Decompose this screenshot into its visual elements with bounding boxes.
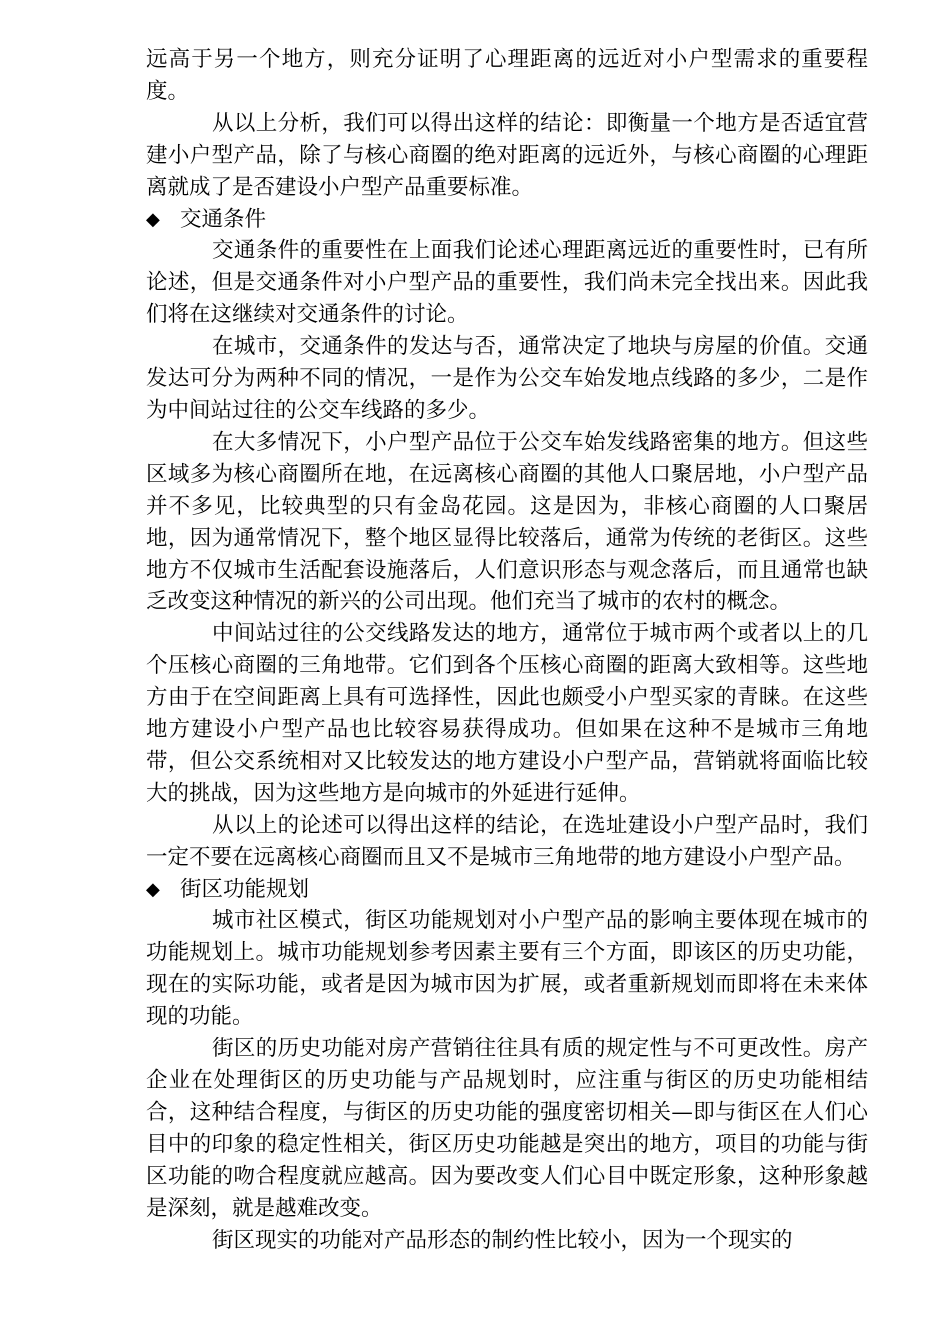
section-heading-text: 街区功能规划: [180, 876, 310, 902]
paragraph-district-planning-intro: 城市社区模式，街区功能规划对小户型产品的影响主要体现在城市的功能规划上。城市功能规划参考因素主要有三个方面，即该区的历史功能，现在的实际功能，或者是因为城市因为扩展，或者重新规划而即将在未来体现的功能。: [146, 908, 868, 1030]
paragraph-terminal-routes: 在大多情况下，小户型产品位于公交车始发线路密集的地方。但这些区域多为核心商圈所在地，在远离核心商圈的其他人口聚居地，小户型产品并不多见，比较典型的只有金岛花园。这是因为，非核心商圈的人口聚居地，因为通常情况下，整个地区显得比较落后，通常为传统的老街区。这些地方不仅城市生活配套设施落后，人们意识形态与观念落后，而且通常也缺乏改变这种情况的新兴的公司出现。他们充当了城市的农村的概念。: [146, 429, 868, 615]
diamond-bullet-icon: ◆: [146, 208, 160, 230]
diamond-bullet-icon: ◆: [146, 878, 160, 900]
paragraph-traffic-types: 在城市，交通条件的发达与否，通常决定了地块与房屋的价值。交通发达可分为两种不同的情况，一是作为公交车始发地点线路的多少，二是作为中间站过往的公交车线路的多少。: [146, 334, 868, 423]
section-heading-traffic: [146, 204, 868, 236]
section-heading-district-planning: [146, 874, 868, 906]
section-heading-text: 交通条件: [180, 206, 267, 232]
paragraph-traffic-conclusion: 从以上的论述可以得出这样的结论，在选址建设小户型产品时，我们一定不要在远离核心商圈而且又不是城市三角地带的地方建设小户型产品。: [146, 812, 868, 870]
paragraph-continuation: 远高于另一个地方，则充分证明了心理距离的远近对小户型需求的重要程度。: [146, 47, 868, 104]
paragraph-conclusion-psychological-distance: 从以上分析，我们可以得出这样的结论：即衡量一个地方是否适宜营建小户型产品，除了与核心商圈的绝对距离的远近外，与核心商圈的心理距离就成了是否建设小户型产品重要标准。: [146, 110, 868, 200]
paragraph-traffic-importance: 交通条件的重要性在上面我们论述心理距离远近的重要性时，已有所论述，但是交通条件对小户型产品的重要性，我们尚未完全找出来。因此我们将在这继续对交通条件的讨论。: [146, 238, 868, 328]
paragraph-intermediate-routes: 中间站过往的公交线路发达的地方，通常位于城市两个或者以上的几个压核心商圈的三角地带。它们到各个压核心商圈的距离大致相等。这些地方由于在空间距离上具有可选择性，因此也颇受小户型买家的青睐。在这些地方建设小户型产品也比较容易获得成功。但如果在这种不是城市三角地带，但公交系统相对又比较发达的地方建设小户型产品，营销就将面临比较大的挑战，因为这些地方是向城市的外延进行延伸。: [146, 621, 868, 806]
paragraph-historical-function: 街区的历史功能对房产营销往往具有质的规定性与不可更改性。房产企业在处理街区的历史功能与产品规划时，应注重与街区的历史功能相结合，这种结合程度，与街区的历史功能的强度密切相关—即与街区在人们心目中的印象的稳定性相关，街区历史功能越是突出的地方，项目的功能与街区功能的吻合程度就应越高。因为要改变人们心目中既定形象，这种形象越是深刻，就是越难改变。: [146, 1036, 868, 1221]
document-page: [146, 44, 868, 1256]
paragraph-current-function: 街区现实的功能对产品形态的制约性比较小，因为一个现实的: [212, 1227, 793, 1253]
